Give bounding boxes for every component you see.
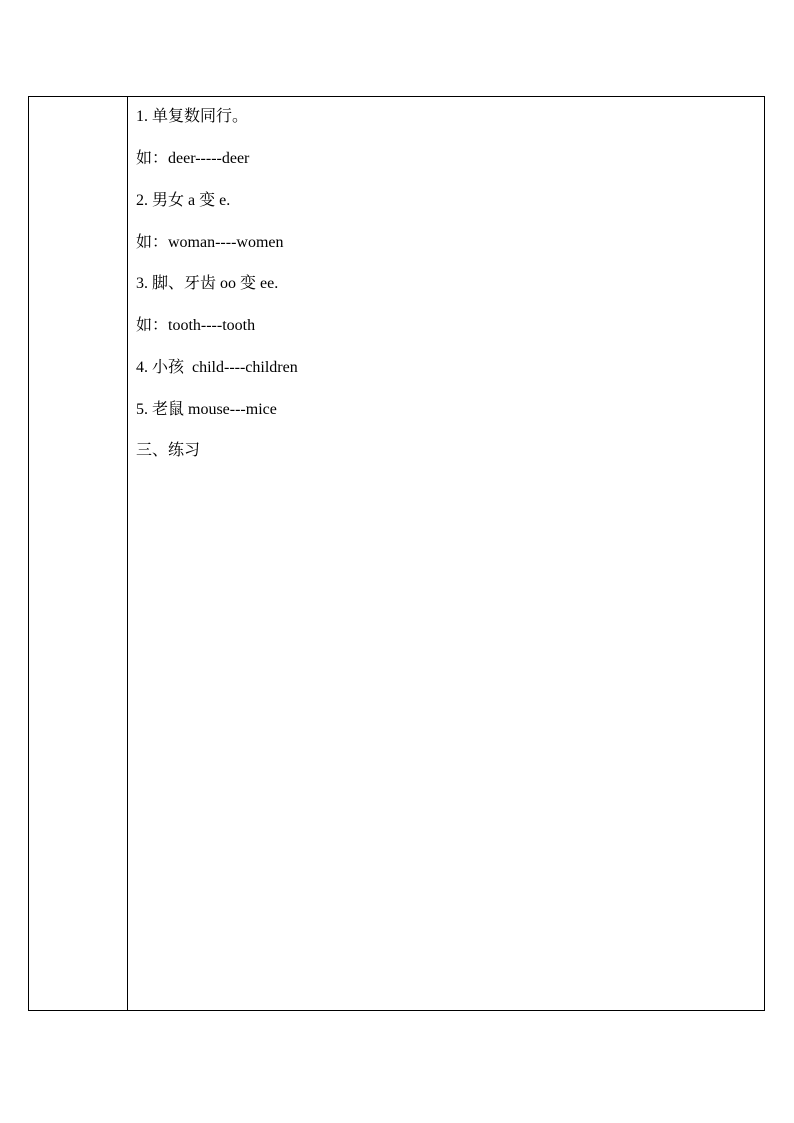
content-table xyxy=(28,96,765,1011)
table-right-cell xyxy=(128,97,764,1010)
section-heading-practice: 三、练习 xyxy=(136,442,201,459)
rule-5: 5. 老鼠 mouse---mice xyxy=(136,401,277,418)
rule-1-example: 如：deer-----deer xyxy=(136,150,250,167)
rule-4: 4. 小孩 child----children xyxy=(136,359,298,376)
table-left-cell xyxy=(29,97,128,1010)
rule-2-title: 2. 男女 a 变 e. xyxy=(136,192,231,209)
rule-3-title: 3. 脚、牙齿 oo 变 ee. xyxy=(136,275,279,292)
rule-3-example: 如：tooth----tooth xyxy=(136,317,256,334)
rule-2-example: 如：woman----women xyxy=(136,234,284,251)
rule-1-title: 1. 单复数同行。 xyxy=(136,108,249,125)
